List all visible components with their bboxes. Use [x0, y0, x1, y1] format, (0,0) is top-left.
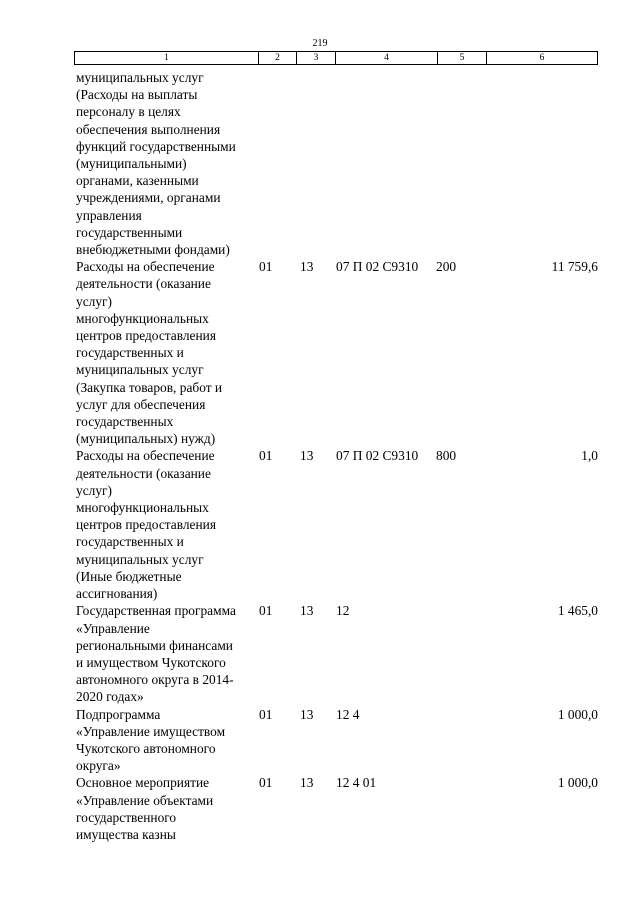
row-name: Расходы на обеспечение деятельности (оказание услуг) многофункциональных центров предоставления государственных и муниципальных услуг (Закупка товаров, работ и услуг для обеспечения государственных (муниципальных) нужд) [76, 259, 223, 447]
page-number: 219 [312, 38, 328, 49]
row-subsection: 13 [300, 775, 314, 791]
table-header [74, 51, 598, 65]
row-amount [480, 69, 598, 258]
row-expense-type [436, 602, 480, 705]
row-name: Расходы на обеспечение деятельности (оказание услуг) многофункциональных центров предоставления государственных и муниципальных услуг (Иные бюджетные ассигнования) [76, 448, 216, 602]
row-section: 01 [259, 448, 273, 464]
row-amount: 1 000,0 [557, 775, 598, 791]
row-target-article: 12 4 01 [336, 775, 377, 791]
column-header-3: 3 [296, 52, 335, 64]
row-amount: 11 759,6 [551, 259, 598, 275]
row-expense-type: 800 [436, 448, 457, 464]
column-header-1: 1 [164, 53, 169, 63]
row-target-article: 12 [336, 603, 350, 619]
table-row [76, 447, 598, 602]
row-subsection: 13 [300, 603, 314, 619]
table-row [76, 774, 598, 843]
row-subsection: 13 [300, 259, 314, 275]
row-section: 01 [259, 775, 273, 791]
row-expense-type [436, 69, 480, 258]
table-body [76, 69, 598, 843]
table-row [76, 602, 598, 705]
table-row [76, 258, 598, 447]
row-target-article: 12 4 [336, 706, 360, 722]
table-row [76, 706, 598, 775]
row-name: Основное мероприятие «Управление объектами государственного имущества казны [76, 775, 214, 842]
row-section: 01 [259, 706, 273, 722]
row-target-article: 07 П 02 С9310 [336, 448, 419, 464]
row-target-article [336, 69, 436, 258]
row-section [259, 69, 300, 258]
column-header-6: 6 [486, 52, 597, 64]
column-header-2: 2 [258, 52, 296, 64]
row-expense-type [436, 706, 480, 775]
row-section: 01 [259, 603, 273, 619]
row-name: Подпрограмма «Управление имуществом Чукотского автономного округа» [76, 706, 226, 774]
row-section: 01 [259, 259, 273, 275]
row-amount: 1,0 [581, 448, 598, 464]
row-amount: 1 465,0 [557, 603, 598, 619]
row-subsection: 13 [300, 448, 314, 464]
row-subsection: 13 [300, 706, 314, 722]
row-expense-type [436, 774, 480, 843]
row-expense-type: 200 [436, 259, 457, 275]
row-amount: 1 000,0 [557, 706, 598, 722]
row-target-article: 07 П 02 С9310 [336, 259, 419, 275]
row-name: муниципальных услуг (Расходы на выплаты персоналу в целях обеспечения выполнения функций государственными (муниципальными) органами, казенными учреждениями, органами управления государственными внебюджетными фондами) [76, 70, 236, 258]
row-subsection [300, 69, 336, 258]
table-row [76, 69, 598, 258]
row-name: Государственная программа «Управление региональными финансами и имуществом Чукотского автономного округа в 2014- 2020 годах» [76, 603, 236, 705]
column-header-4: 4 [335, 52, 437, 64]
column-header-5: 5 [437, 52, 486, 64]
